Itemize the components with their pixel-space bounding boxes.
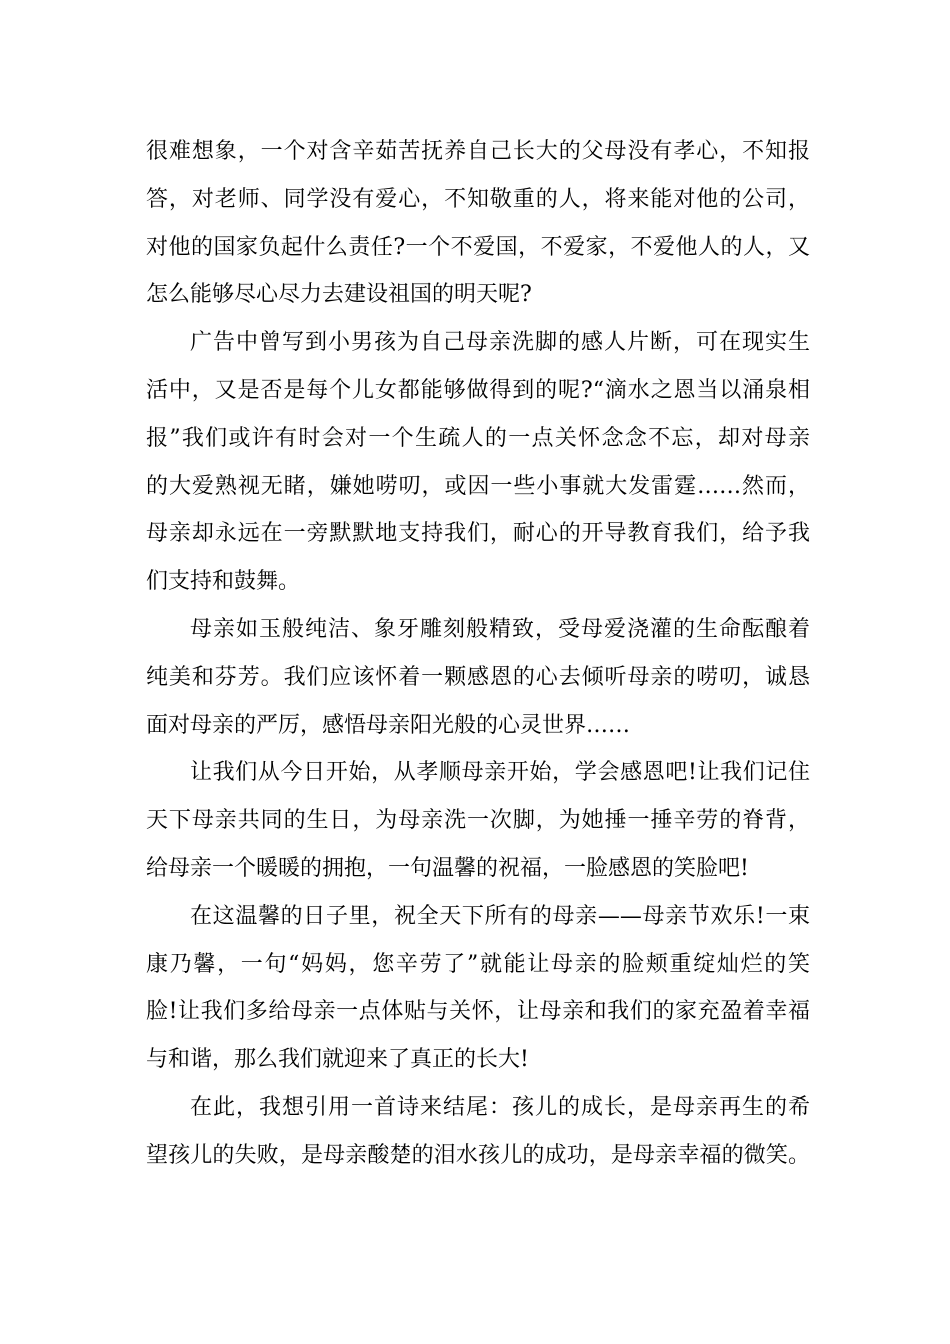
paragraph-1-line-3: 对他的国家负起什么责任?一个不爱国，不爱家，不爱他人的人，又 [146,234,810,260]
paragraph-6-line-2: 望孩儿的失败，是母亲酸楚的泪水孩儿的成功，是母亲幸福的微笑。 [146,1142,810,1168]
paragraph-5-line-1: 在这温馨的日子里，祝全天下所有的母亲——母亲节欢乐!一束 [190,903,810,929]
paragraph-3-line-1: 母亲如玉般纯洁、象牙雕刻般精致，受母爱浇灌的生命酝酿着 [190,616,810,642]
paragraph-5-line-2: 康乃馨，一句“妈妈，您辛劳了”就能让母亲的脸颊重绽灿烂的笑 [146,951,810,977]
paragraph-4-line-3: 给母亲一个暖暖的拥抱，一句温馨的祝福，一脸感恩的笑脸吧! [146,855,749,881]
document-body [146,128,810,1180]
paragraph-2-line-1: 广告中曾写到小男孩为自己母亲洗脚的感人片断，可在现实生 [190,330,810,356]
paragraph-1-line-2: 答，对老师、同学没有爱心，不知敬重的人，将来能对他的公司， [146,186,810,212]
paragraph-5-line-3: 脸!让我们多给母亲一点体贴与关怀，让母亲和我们的家充盈着幸福 [146,999,810,1025]
paragraph-3-line-3: 面对母亲的严厉，感悟母亲阳光般的心灵世界…… [146,712,631,738]
paragraph-1-line-4: 怎么能够尽心尽力去建设祖国的明天呢? [146,282,532,308]
paragraph-2-line-3: 报”我们或许有时会对一个生疏人的一点关怀念念不忘，却对母亲 [146,425,810,451]
paragraph-3-line-2: 纯美和芬芳。我们应该怀着一颗感恩的心去倾听母亲的唠叨，诚恳 [146,664,810,690]
paragraph-2-line-4: 的大爱熟视无睹，嫌她唠叨，或因一些小事就大发雷霆……然而， [146,473,810,499]
paragraph-2-line-6: 们支持和鼓舞。 [146,569,301,595]
paragraph-1-line-1: 很难想象，一个对含辛茹苦抚养自己长大的父母没有孝心，不知报 [146,139,810,164]
paragraph-4-line-1: 让我们从今日开始，从孝顺母亲开始，学会感恩吧!让我们记住 [190,760,810,786]
paragraph-5-line-4: 与和谐，那么我们就迎来了真正的长大! [146,1047,529,1073]
paragraph-2-line-5: 母亲却永远在一旁默默地支持我们，耐心的开导教育我们，给予我 [146,521,810,547]
paragraph-6-line-1: 在此，我想引用一首诗来结尾：孩儿的成长，是母亲再生的希 [190,1094,810,1120]
paragraph-4-line-2: 天下母亲共同的生日，为母亲洗一次脚，为她捶一捶辛劳的脊背， [146,808,810,834]
paragraph-2-line-2: 活中，又是否是每个儿女都能够做得到的呢?“滴水之恩当以涌泉相 [146,377,810,403]
